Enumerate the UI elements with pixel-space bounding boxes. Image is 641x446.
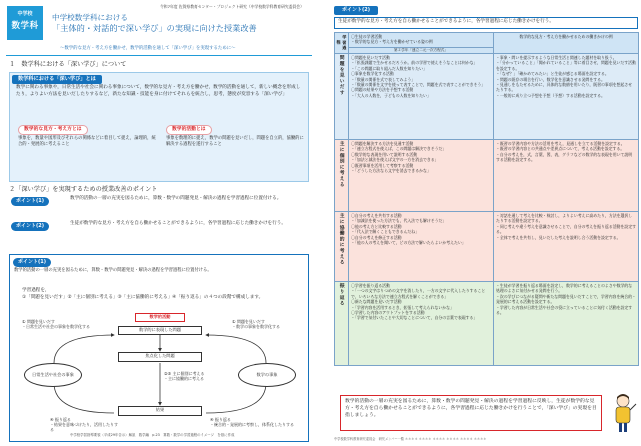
diagram-n1b [232, 319, 302, 329]
diagram-world-right: 数学の事象 [238, 363, 296, 387]
title-line1: 中学校数学科における [52, 13, 128, 22]
section1-heading: １ 数学科における「深い学び」について [9, 61, 127, 68]
diagram-world-left: 日常生活や社会の事象 [24, 363, 82, 387]
stage-3-label: 主に協働的に考える [338, 213, 344, 266]
col-support-header: 数学的な見方・考え方を働かせるための働きかけの例 [494, 33, 639, 54]
view-text: 事象を，数量や図形及びそれらの関係などに着目して捉え，論理的，統合的・発展的に考えること [18, 136, 156, 148]
stage-4-activities: 〇学習を振り返る活動 ・「一つの文字はりつめの文字を消したり，一方の文字に代入したりすることで，いろいろな方法で連立方程式を解くことができる」 〇新たな問題を見いだす活動 ・「学習内容を活用するとき，拡張して考えられないかな」 〇学習した内容のアウトプットをする活動 ・「学習で気付いたことや大切なことについて，自分の言葉で表現する」 [349, 282, 494, 366]
stage-1-label-cell [335, 54, 349, 140]
diagram-n4a [50, 417, 120, 433]
stage-1-label: 問題を見いだす [338, 55, 344, 96]
diagram-n1 [22, 319, 92, 329]
title-divider [6, 55, 312, 56]
diagram-n4b-sub: ・統合的・発展的に考察し，体系化したりする [210, 422, 294, 428]
point2-badge: ポイント(2) [11, 222, 49, 231]
stage-3-label-cell [335, 212, 349, 282]
diagram-n3: 焦点化した問題 [118, 352, 202, 362]
section1-banner: 数学科における「深い学び」とは [12, 75, 102, 84]
diagram-n4a-sub: ・結果を意味づけたり，活用したりする [50, 422, 118, 433]
point1-box-text: 数学的活動の一層の充実を図るために，算数・数学の問題発見・解決の過程を学習過程に位置付ける。 [14, 268, 212, 273]
section1-body: 数学に関わる事象や，日常生活や社会に関わる事象について，数学的な見方・考え方を働かせ，数学的活動を通して，新しい概念を形成したり，よりよい方法を見いだしたりするなど，新たな知識・技能を身に付けてそれらを統合し，思考，態度が変容する「深い学び」 [16, 85, 301, 97]
diagram-n4b-title: ④ 振り返る [210, 417, 231, 422]
process-table [334, 32, 638, 366]
stage-row-2 [335, 140, 639, 212]
col-stage-header: 学習過程 [335, 33, 349, 54]
activity-pill: 数学的活動とは [166, 125, 212, 135]
diagram-caption: 中学校学習指導要領（平成29年告示）解説 数学編 p.23 算数・数学の学習過程のイメージ を基に作成 [70, 433, 235, 437]
header-note: 令和7年度 佐賀県教育センター・プロジェクト研究（中学校数学科教育研究委員会） [160, 4, 304, 9]
page-subtitle: ～数学的な見方・考え方を働かせ，数学的活動を通して「深い学び」を実現するために～ [60, 46, 236, 51]
logo-line1: 中学校 [17, 11, 33, 17]
right-page [330, 0, 641, 446]
point2-text: 生徒が数学的な見方・考え方を自ら働かせることができるように，各学習過程に応じた働きかけを行う。 [70, 221, 286, 226]
stage-2-activities: 〇問題を解決する方法を見通す活動 ・「連立方程式を使えば，この問題は解決できそうだ」 〇数学的な表現を用いて説明する活動 ・「加法と減法を使えば文字の一方を消去できる」 〇既習事項を活用して考察する活動 ・「どうした方法なら文字を消去できるかな」 [349, 140, 494, 212]
stage-2-label-cell [335, 140, 349, 212]
diagram-n1b-title: ① 問題を見いだす [232, 319, 265, 324]
stage-1-supports: ・事象・問いを提示するような日常生活と関連した題材を取り扱う。 ・「分かっていること」「聞かれていること」等に着目させ，問題を見いだす活動を設定する。 ・「なぜ？」「確かめてみたい」と生徒が感じる場面を設定する。 ・問題の既存の場合を行い，数学化を意識させる発問をする。 ・見通しをもたせるために，具体的な数値を用いたり，既習の事項を想起させたりする。 ・一般的に成り立つ予想を予想（予想）する活動を設定する。 [494, 54, 639, 140]
point1-detail-box [9, 254, 309, 442]
teacher-illustration-icon [608, 392, 638, 434]
point1-text: 数学的活動の一層の充実を図るために，算数・数学の問題発見・解決の過程を学習過程に位置付ける。 [70, 196, 282, 201]
subject-logo [7, 6, 43, 40]
stage-4-label-cell [335, 282, 349, 366]
title-line2: 「主体的・対話的で深い学び」の実現に向けた授業改善 [52, 22, 257, 33]
point1-badge: ポイント(1) [11, 197, 49, 206]
activity-text: 事象を数理的に捉え，数学の問題を見いだし，問題を自立的，協働的に解決する過程を遂行すること [166, 136, 304, 148]
diagram-n1-sub: ・日常生活や社会の事象を数学化する [22, 324, 90, 330]
logo-line2: 数学科 [11, 20, 39, 31]
summary-box: 数学的活動の一層の充実を図るために，算数・数学の問題発見・解決の過程を学習過程に反映し，生徒が数学的な見方・考え方を自ら働かせることができるように，各学習過程に応じた働きかけを行うことで，「深い学び」の実現を目指しましょう。 [340, 395, 602, 431]
example-label: 第２学年「連立二元一次方程式」 [349, 47, 494, 53]
process-intro: 学習過程を， [22, 288, 50, 293]
stage-1-activities: 〇問題を見いだす活動 ・「拡張課題で生かせるだろうか。前の学習で使えそうなことは何かな」 ・「この問題に取り組んだ人数を知りたい」 〇事象を数学化する活動 ・「数量の関係を式で表してみよう」 ・「数量の関係を文字を使って表すことで，問題を式で表すことができそう」 〇問題の結果や方法を予想する活動 ・「大人の人数を，子どもの人数を知りたい」 [349, 54, 494, 140]
process-steps: ①「問題を見いだす」②「主に個別に考える」③「主に協働的に考える」④「振り返る」の４つの段階で構成します。 [22, 295, 264, 300]
stage-3-activities: 〇自分の考えを共有する活動 ・「加減法を使った方法でも，代入法でも解けそうだ」 〇他の考え方と比較する活動 ・「代入法で解くこともできるんだね」 〇自分の考えを修正する活動 ・「他の人の考えを聞いて，どの方法で解いたらよいか考えたい」 [349, 212, 494, 282]
stage-3-supports: ・対話を通して考えを比較・検討し，よりよい考えに高めたり，方法を選択したりする活動を設定する。 ・同じ考えや違う考えを意識させることで，自分の考えを振り返る活動を設定する。 ・全体で考えを共有し，見いだした考えを説明し合う活動を設定する。 [494, 212, 639, 282]
col-activity-h1: 〇生徒の学習活動 [351, 34, 383, 39]
diagram-n4: 結果 [118, 406, 202, 416]
diagram-n4a-title: ④ 振り返る [50, 417, 71, 422]
diagram-n23 [164, 371, 234, 381]
right-point2-badge: ポイント(2) [334, 6, 378, 15]
stage-4-supports: ・生徒が学習を振り返る場面を設定し，数学的に考えることのよさや数学的な処理のよさに気付かせる発問を行う。 ・次の学びにつながる疑問や新たな問題を見いだすことで，学習内容を統合的・発展的に考える活動を設定する。 ・学習した内容が日常生活や社会の役に立っていることに気付く活動を設定する。 [494, 282, 639, 366]
diagram-n1b-sub: ・数学の事象を数学化する [232, 324, 280, 330]
stage-row-4 [335, 282, 639, 366]
stage-4-label: 振り返る [338, 283, 344, 307]
section1-box [9, 72, 309, 182]
footer-members: 中学校数学科教育研究委員会 研究メンバー一覧 ＊＊＊＊ ＊＊＊＊ ＊＊＊＊ ＊＊＊＊ ＊＊＊＊ ＊＊＊＊ [334, 437, 487, 441]
diagram-n23-sub: ・主に協働的に考える [164, 376, 204, 382]
diagram-n4b [210, 417, 304, 427]
learning-process-diagram [14, 313, 306, 431]
col-activity-header [349, 33, 494, 48]
left-page [0, 0, 316, 446]
point1-box-badge: ポイント(1) [13, 258, 51, 267]
stage-2-supports: ・既習の学習内容や方法の活用を考え，見通しを立てる活動を設定する。 ・既習の学習内容との共通点や差異点について，考える活動を設定する。 ・自分の考えを，式，言葉，図，表，グラフなどの数学的な表現を用いて説明する活動を設定する。 [494, 140, 639, 212]
stage-2-label: 主に個別に考える [338, 141, 344, 188]
view-pill: 数学的な見方・考え方とは [18, 125, 88, 135]
right-title: 生徒が数学的な見方・考え方を自ら働かせることができるように，各学習過程に応じた働きかけを行う。 [334, 17, 638, 29]
section2-heading: ２「深い学び」を実現するための授業改善のポイント [9, 186, 158, 193]
diagram-n2: 数学的に表現した問題 [118, 326, 202, 335]
diagram-n1-title: ① 問題を見いだす [22, 319, 55, 324]
page-title [52, 13, 257, 34]
stage-row-3 [335, 212, 639, 282]
stage-row-1 [335, 54, 639, 140]
col-activity-h2: ・数学的な見方・考え方を働かせている姿の例 [351, 39, 433, 45]
diagram-n23-title: ②③ 主に個別に考える [164, 371, 205, 376]
diagram-top-label: 数学的活動 [135, 313, 185, 322]
